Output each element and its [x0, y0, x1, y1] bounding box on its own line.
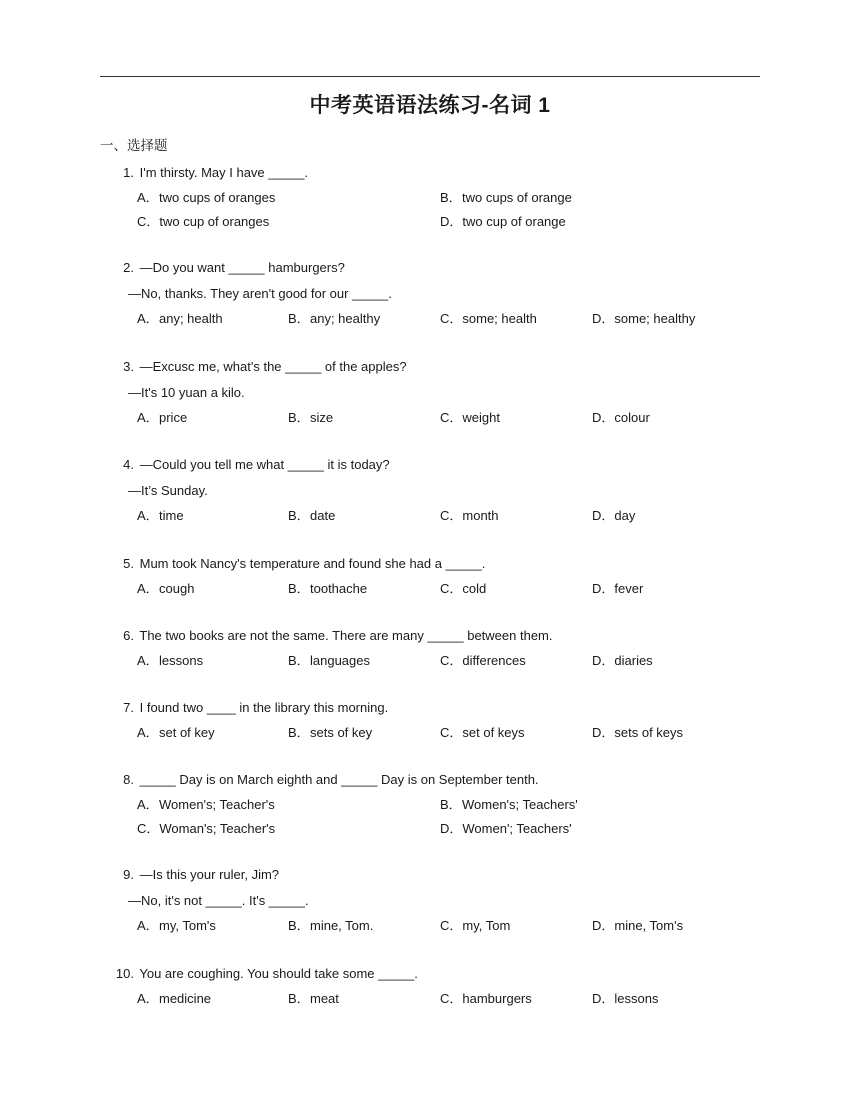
option-text: month: [462, 508, 499, 523]
option-d[interactable]: [592, 987, 658, 1011]
option-text: two cup of orange: [462, 214, 566, 229]
option-letter: C．: [137, 214, 160, 229]
option-c[interactable]: [440, 721, 525, 745]
option-d[interactable]: [440, 210, 566, 234]
option-b[interactable]: [288, 914, 373, 938]
option-letter: C．: [440, 508, 463, 523]
question-stem: —Could you tell me what _____ it is today?: [136, 457, 390, 472]
option-c[interactable]: [440, 406, 500, 430]
question-6: [100, 623, 780, 673]
option-text: set of keys: [462, 725, 525, 740]
option-letter: B．: [288, 918, 310, 933]
option-text: Woman's; Teacher's: [159, 821, 276, 836]
option-d[interactable]: [592, 504, 635, 528]
option-c[interactable]: [440, 914, 510, 938]
option-c[interactable]: [137, 817, 275, 841]
option-text: size: [310, 410, 334, 425]
option-a[interactable]: [137, 793, 275, 817]
question-number: 3.: [123, 359, 134, 374]
option-b[interactable]: [288, 721, 372, 745]
option-letter: B．: [288, 311, 310, 326]
option-c[interactable]: [440, 307, 537, 331]
option-text: some; health: [462, 311, 537, 326]
option-letter: A．: [137, 508, 159, 523]
option-letter: C．: [440, 991, 463, 1006]
option-c[interactable]: [137, 210, 269, 234]
question-number: 2.: [123, 260, 134, 275]
option-b[interactable]: [288, 987, 339, 1011]
option-text: my, Tom's: [159, 918, 216, 933]
option-letter: B．: [288, 991, 310, 1006]
option-text: languages: [310, 653, 370, 668]
option-letter: B．: [288, 653, 310, 668]
option-letter: A．: [137, 918, 159, 933]
question-number: 6.: [123, 628, 134, 643]
option-letter: A．: [137, 190, 159, 205]
option-d[interactable]: [592, 577, 643, 601]
question-stem: —Is this your ruler, Jim?: [136, 867, 280, 882]
option-text: two cup of oranges: [159, 214, 270, 229]
option-text: meat: [310, 991, 339, 1006]
question-5: [100, 551, 780, 601]
option-a[interactable]: [137, 649, 203, 673]
option-text: weight: [462, 410, 500, 425]
option-d[interactable]: [592, 406, 650, 430]
option-letter: D．: [592, 725, 615, 740]
option-b[interactable]: [288, 406, 333, 430]
question-7: [100, 695, 780, 745]
option-b[interactable]: [440, 186, 572, 210]
option-letter: C．: [137, 821, 160, 836]
question-reply-line: —It's 10 yuan a kilo.: [128, 385, 245, 400]
question-stem: You are coughing. You should take some _____.: [136, 966, 418, 981]
question-number: 7.: [123, 700, 134, 715]
option-text: date: [310, 508, 336, 523]
option-text: sets of keys: [614, 725, 684, 740]
option-d[interactable]: [592, 307, 695, 331]
option-a[interactable]: [137, 577, 194, 601]
option-text: cough: [159, 581, 195, 596]
option-a[interactable]: [137, 406, 187, 430]
option-a[interactable]: [137, 914, 216, 938]
option-text: differences: [462, 653, 526, 668]
option-d[interactable]: [592, 721, 683, 745]
option-text: colour: [614, 410, 650, 425]
option-letter: D．: [592, 991, 615, 1006]
option-d[interactable]: [592, 914, 683, 938]
question-number: 9.: [123, 867, 134, 882]
question-number: 8.: [123, 772, 134, 787]
option-text: hamburgers: [462, 991, 532, 1006]
option-letter: D．: [592, 918, 615, 933]
option-text: two cups of orange: [462, 190, 572, 205]
question-4: [100, 452, 780, 528]
option-b[interactable]: [288, 649, 370, 673]
option-letter: B．: [288, 410, 310, 425]
option-letter: B．: [440, 190, 462, 205]
question-stem: —Excusc me, what's the _____ of the apples?: [136, 359, 407, 374]
option-letter: C．: [440, 410, 463, 425]
question-number: 5.: [123, 556, 134, 571]
question-10: [100, 961, 780, 1011]
question-2: [100, 255, 780, 331]
option-text: any; health: [159, 311, 223, 326]
question-number: 10.: [115, 966, 134, 981]
option-a[interactable]: [137, 721, 215, 745]
option-a[interactable]: [137, 504, 184, 528]
question-number: 1.: [123, 165, 134, 180]
option-text: my, Tom: [462, 918, 511, 933]
option-text: any; healthy: [310, 311, 381, 326]
option-letter: B．: [440, 797, 462, 812]
question-stem: Mum took Nancy's temperature and found she had a _____.: [136, 556, 486, 571]
option-letter: D．: [592, 581, 615, 596]
option-text: mine, Tom.: [310, 918, 374, 933]
option-letter: A．: [137, 797, 159, 812]
option-letter: D．: [592, 508, 615, 523]
option-text: lessons: [159, 653, 204, 668]
option-text: Women's; Teacher's: [159, 797, 275, 812]
option-letter: A．: [137, 991, 159, 1006]
option-a[interactable]: [137, 987, 211, 1011]
option-letter: D．: [592, 410, 615, 425]
option-text: Women'; Teachers': [462, 821, 572, 836]
option-letter: A．: [137, 653, 159, 668]
question-stem: —Do you want _____ hamburgers?: [136, 260, 345, 275]
option-c[interactable]: [440, 504, 499, 528]
question-number: 4.: [123, 457, 134, 472]
question-stem: _____ Day is on March eighth and _____ Day is on September tenth.: [136, 772, 539, 787]
question-1: [100, 160, 780, 234]
option-letter: D．: [592, 653, 615, 668]
option-text: Women's; Teachers': [462, 797, 578, 812]
option-letter: C．: [440, 725, 463, 740]
section-heading: 一、选择题: [100, 138, 168, 153]
option-text: some; healthy: [614, 311, 696, 326]
question-reply-line: —No, it's not _____. It's _____.: [128, 893, 309, 908]
option-text: toothache: [310, 581, 368, 596]
question-stem: I found two ____ in the library this morning.: [136, 700, 389, 715]
option-text: lessons: [614, 991, 659, 1006]
option-a[interactable]: [137, 186, 275, 210]
page-title: 中考英语语法练习-名词 1: [309, 94, 551, 117]
option-text: set of key: [159, 725, 215, 740]
option-text: sets of key: [310, 725, 373, 740]
option-letter: C．: [440, 653, 463, 668]
option-c[interactable]: [440, 987, 532, 1011]
option-letter: A．: [137, 311, 159, 326]
option-b[interactable]: [440, 793, 578, 817]
question-reply-line: —No, thanks. They aren't good for our _____.: [128, 286, 392, 301]
option-text: time: [159, 508, 184, 523]
option-text: two cups of oranges: [159, 190, 276, 205]
option-text: diaries: [614, 653, 653, 668]
question-9: [100, 862, 780, 938]
header-rule: [100, 76, 760, 77]
question-stem: The two books are not the same. There are many _____ between them.: [136, 628, 553, 643]
option-letter: A．: [137, 581, 159, 596]
option-d[interactable]: [592, 649, 653, 673]
option-letter: D．: [440, 214, 463, 229]
option-a[interactable]: [137, 307, 223, 331]
option-b[interactable]: [288, 577, 367, 601]
question-8: [100, 767, 780, 841]
option-text: cold: [462, 581, 487, 596]
option-letter: C．: [440, 581, 463, 596]
option-text: fever: [614, 581, 644, 596]
option-letter: D．: [592, 311, 615, 326]
option-letter: D．: [440, 821, 463, 836]
option-text: day: [614, 508, 636, 523]
option-letter: C．: [440, 918, 463, 933]
option-letter: A．: [137, 410, 159, 425]
option-text: mine, Tom's: [614, 918, 684, 933]
option-c[interactable]: [440, 649, 526, 673]
option-b[interactable]: [288, 307, 380, 331]
question-reply-line: —It’s Sunday.: [128, 483, 208, 498]
option-c[interactable]: [440, 577, 486, 601]
option-text: price: [159, 410, 188, 425]
option-text: medicine: [159, 991, 212, 1006]
question-3: [100, 354, 780, 430]
option-letter: B．: [288, 508, 310, 523]
option-letter: C．: [440, 311, 463, 326]
question-stem: I'm thirsty. May I have _____.: [136, 165, 309, 180]
option-letter: A．: [137, 725, 159, 740]
option-letter: B．: [288, 725, 310, 740]
option-d[interactable]: [440, 817, 572, 841]
option-letter: B．: [288, 581, 310, 596]
option-b[interactable]: [288, 504, 335, 528]
